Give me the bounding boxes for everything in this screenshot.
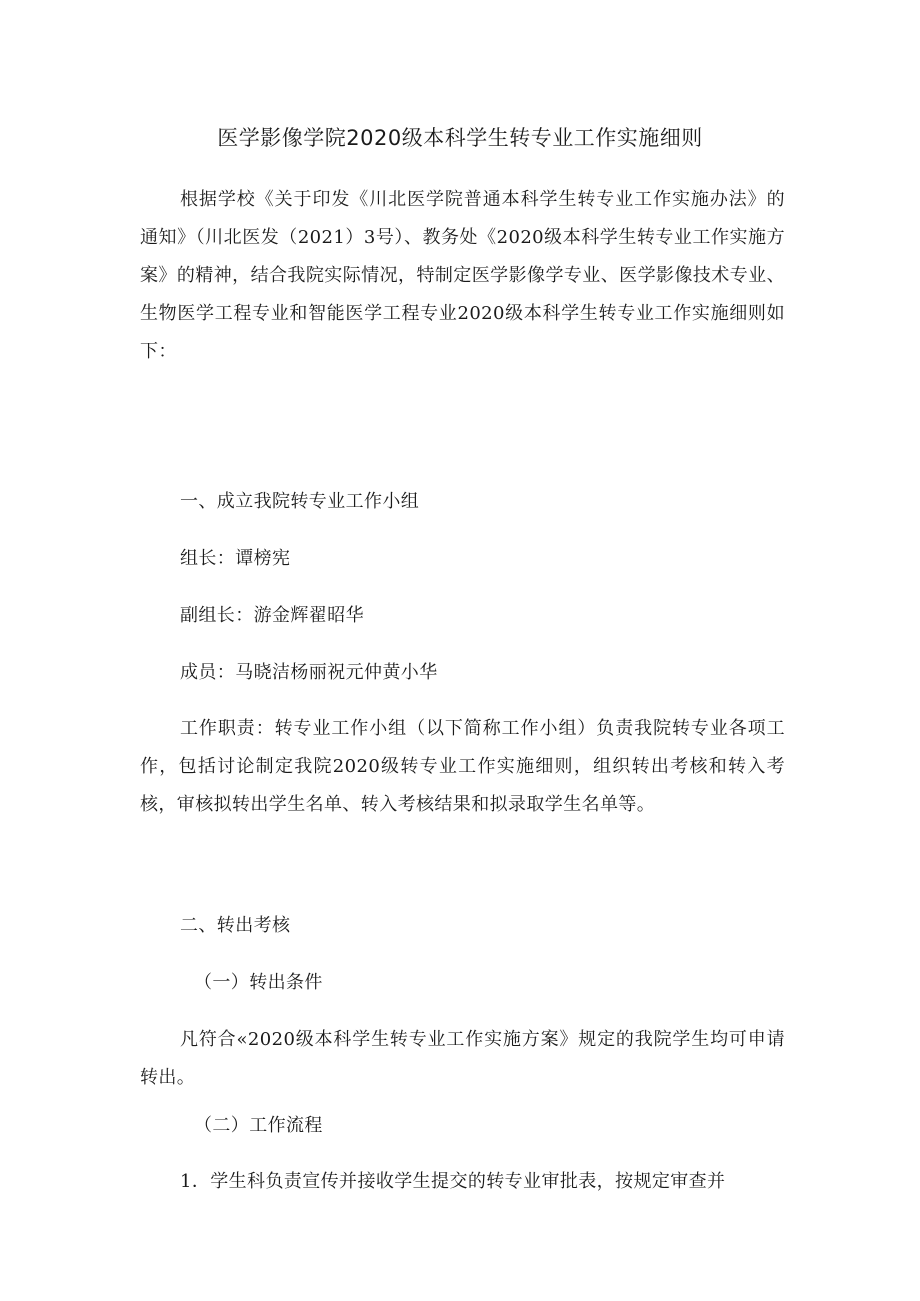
group-duties: 工作职责：转专业工作小组（以下简称工作小组）负责我院转专业各项工作，包括讨论制定我院2020级转专业工作实施细则，组织转出考核和转入考核，审核拟转出学生名单、转入考核结果和拟录取学生名单等。	[140, 718, 785, 815]
group-deputy: 副组长：游金辉翟昭华	[180, 605, 364, 626]
subsection1-heading: （一）转出条件	[194, 972, 323, 993]
subsection2-heading: （二）工作流程	[194, 1115, 323, 1136]
group-leader: 组长：谭榜宪	[180, 548, 291, 569]
workflow-item-1: 1．学生科负责宣传并接收学生提交的转专业审批表，按规定审查并	[180, 1171, 726, 1192]
group-members: 成员：马晓洁杨丽祝元仲黄小华	[180, 662, 438, 683]
subsection1-text: 凡符合«2020级本科学生转专业工作实施方案》规定的我院学生均可申请转出。	[140, 1029, 785, 1088]
section1-heading: 一、成立我院转专业工作小组	[180, 491, 420, 512]
document-title: 医学影像学院2020级本科学生转专业工作实施细则	[217, 126, 703, 150]
intro-paragraph: 根据学校《关于印发《川北医学院普通本科学生转专业工作实施办法》的通知》（川北医发（2021）3号）、教务处《2020级本科学生转专业工作实施方案》的精神，结合我院实际情况，特制定医学影像学专业、医学影像技术专业、生物医学工程专业和智能医学工程专业2020级本科学生转专业工作实施细则如下：	[140, 189, 785, 362]
section2-heading: 二、转出考核	[180, 915, 291, 936]
